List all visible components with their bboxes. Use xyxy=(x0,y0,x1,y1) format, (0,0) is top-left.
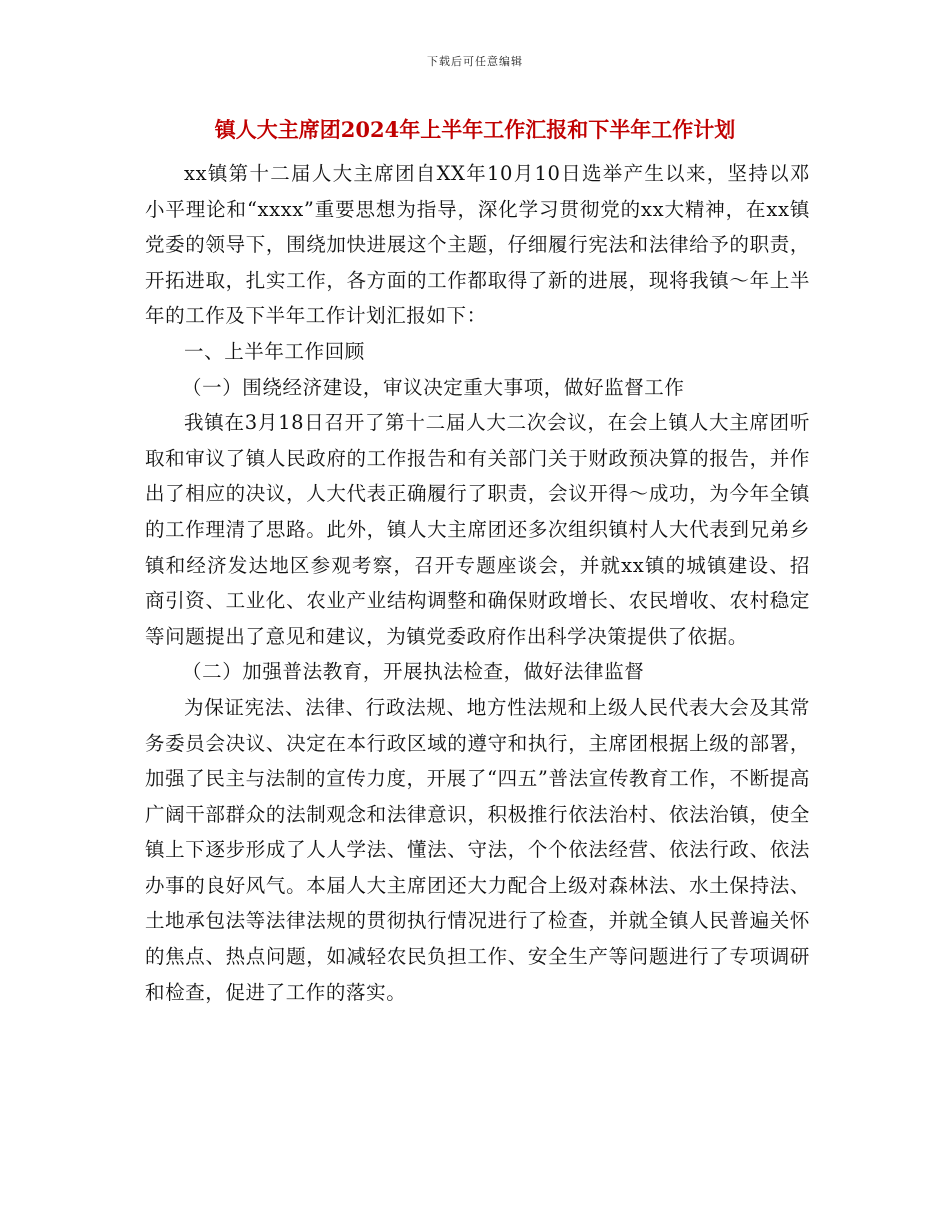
header-note: 下载后可任意编辑 xyxy=(427,55,523,68)
document-body xyxy=(145,156,810,1010)
section-heading-review: 一、上半年工作回顾 xyxy=(184,339,365,363)
intro-paragraph: xx镇第十二届人大主席团自XX年10月10日选举产生以来，坚持以邓小平理论和“xxxx”重要思想为指导，深化学习贯彻党的xx大精神，在xx镇党委的领导下，围绕加快进展这个主题，仔细履行宪法和法律给予的职责，开拓进取，扎实工作，各方面的工作都取得了新的进展，现将我镇～年上半年的工作及下半年工作计划汇报如下： xyxy=(145,162,810,328)
subsection-body-law: 为保证宪法、法律、行政法规、地方性法规和上级人民代表大会及其常务委员会决议、决定在本行政区域的遵守和执行，主席团根据上级的部署，加强了民主与法制的宣传力度，开展了“四五”普法宣传教育工作，不断提高广阔干部群众的法制观念和法律意识，积极推行依法治村、依法治镇，使全镇上下逐步形成了人人学法、懂法、守法，个个依法经营、依法行政、依法办事的良好风气。本届人大主席团还大力配合上级对森林法、水土保持法、土地承包法等法律法规的贯彻执行情况进行了检查，并就全镇人民普遍关怀的焦点、热点问题，如减轻农民负担工作、安全生产等问题进行了专项调研和检查，促进了工作的落实。 xyxy=(145,695,810,1004)
subsection-heading-law: （二）加强普法教育，开展执法检查，做好法律监督 xyxy=(182,660,645,684)
subsection-body-economy: 我镇在3月18日召开了第十二届人大二次会议，在会上镇人大主席团听取和审议了镇人民政府的工作报告和有关部门关于财政预决算的报告，并作出了相应的决议，人大代表正确履行了职责，会议开得～成功，为今年全镇的工作理清了思路。此外，镇人大主席团还多次组织镇村人大代表到兄弟乡镇和经济发达地区参观考察，召开专题座谈会，并就xx镇的城镇建设、招商引资、工业化、农业产业结构调整和确保财政增长、农民增收、农村稳定等问题提出了意见和建议，为镇党委政府作出科学决策提供了依据。 xyxy=(145,411,810,648)
document-title: 镇人大主席团2024年上半年工作汇报和下半年工作计划 xyxy=(214,117,736,142)
subsection-heading-economy: （一）围绕经济建设，审议决定重大事项，做好监督工作 xyxy=(182,375,685,399)
